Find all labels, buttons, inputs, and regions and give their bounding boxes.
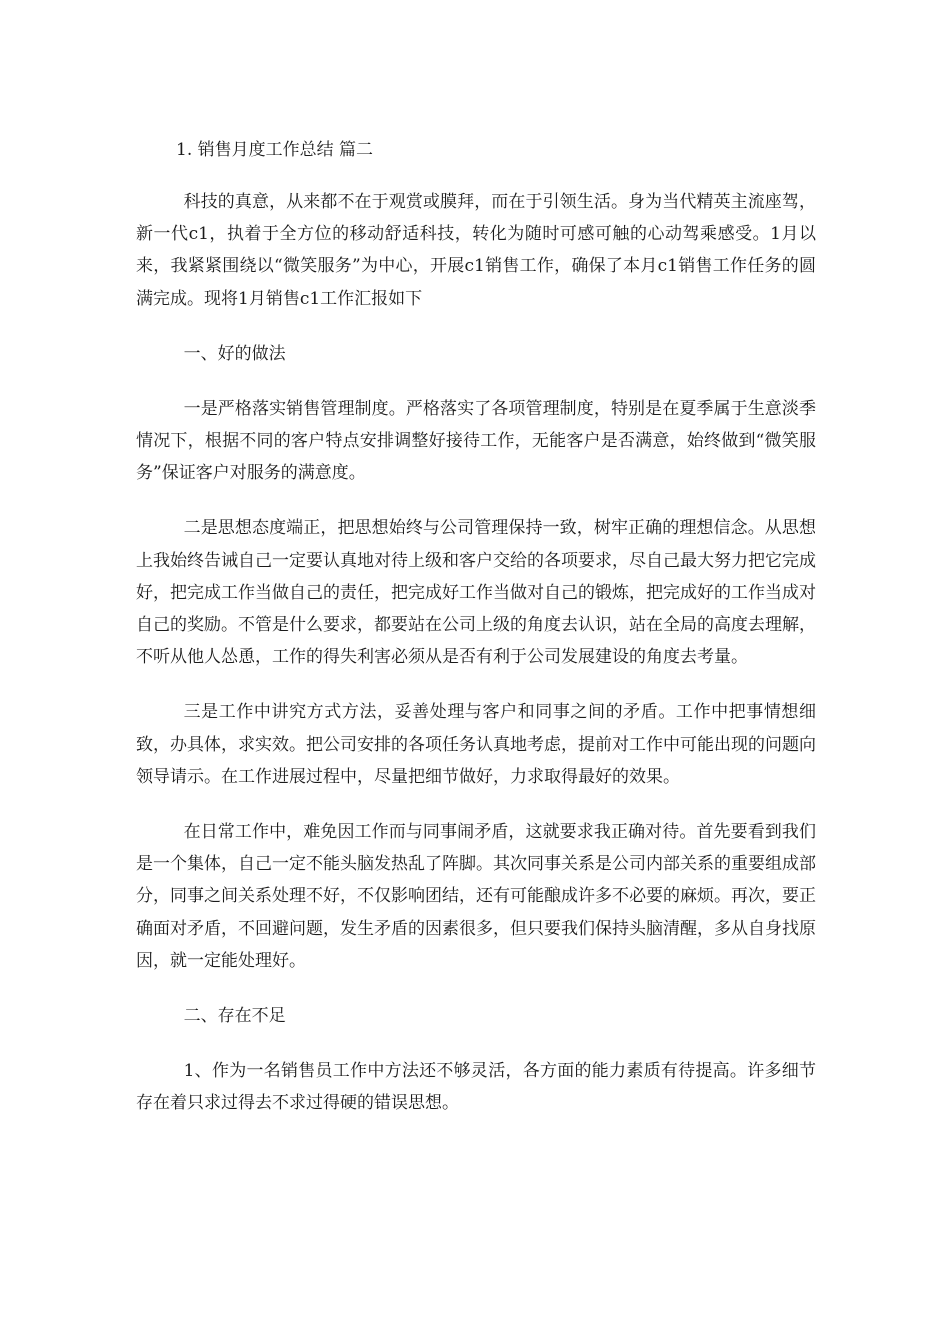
document-title: 1. 销售月度工作总结 篇二: [176, 140, 374, 160]
point-paragraph-1: 一是严格落实销售管理制度。严格落实了各项管理制度，特别是在夏季属于生意淡季情况下，根据不同的客户特点安排调整好接待工作，无能客户是否满意，始终做到“微笑服务”保证客户对服务的满意度。: [136, 398, 816, 484]
intro-paragraph: 科技的真意，从来都不在于观赏或膜拜，而在于引领生活。身为当代精英主流座驾，新一代c1，执着于全方位的移动舒适科技，转化为随时可感可触的心动驾乘感受。1月以来，我紧紧围绕以“微笑服务”为中心，开展c1销售工作，确保了本月c1销售工作任务的圆满完成。现将1月销售c1工作汇报如下: [136, 192, 816, 309]
point-paragraph-3: 三是工作中讲究方式方法，妥善处理与客户和同事之间的矛盾。工作中把事情想细致，办具体，求实效。把公司安排的各项任务认真地考虑，提前对工作中可能出现的问题向领导请示。在工作进展过程中，尽量把细节做好，力求取得最好的效果。: [136, 702, 816, 787]
document-page: [136, 134, 816, 1142]
section-heading-shortcomings: 二、存在不足: [183, 1006, 286, 1027]
shortcoming-paragraph-1: 1、作为一名销售员工作中方法还不够灵活，各方面的能力素质有待提高。许多细节存在着只求过得去不求过得硬的错误思想。: [136, 1061, 816, 1114]
point-paragraph-2: 二是思想态度端正，把思想始终与公司管理保持一致，树牢正确的理想信念。从思想上我始终告诫自己一定要认真地对待上级和客户交给的各项要求，尽自己最大努力把它完成好，把完成工作当做自己的责任，把完成好工作当做对自己的锻炼，把完成好的工作当成对自己的奖励。不管是什么要求，都要站在公司上级的角度去认识，站在全局的高度去理解，不听从他人怂恿，工作的得失利害必须从是否有利于公司发展建设的角度去考量。: [136, 518, 816, 668]
section-heading-good-practices: 一、好的做法: [183, 343, 286, 364]
point-paragraph-4: 在日常工作中，难免因工作而与同事闹矛盾，这就要求我正确对待。首先要看到我们是一个集体，自己一定不能头脑发热乱了阵脚。其次同事关系是公司内部关系的重要组成部分，同事之间关系处理不好，不仅影响团结，还有可能酿成许多不必要的麻烦。再次，要正确面对矛盾，不回避问题，发生矛盾的因素很多，但只要我们保持头脑清醒，多从自身找原因，就一定能处理好。: [136, 822, 816, 971]
